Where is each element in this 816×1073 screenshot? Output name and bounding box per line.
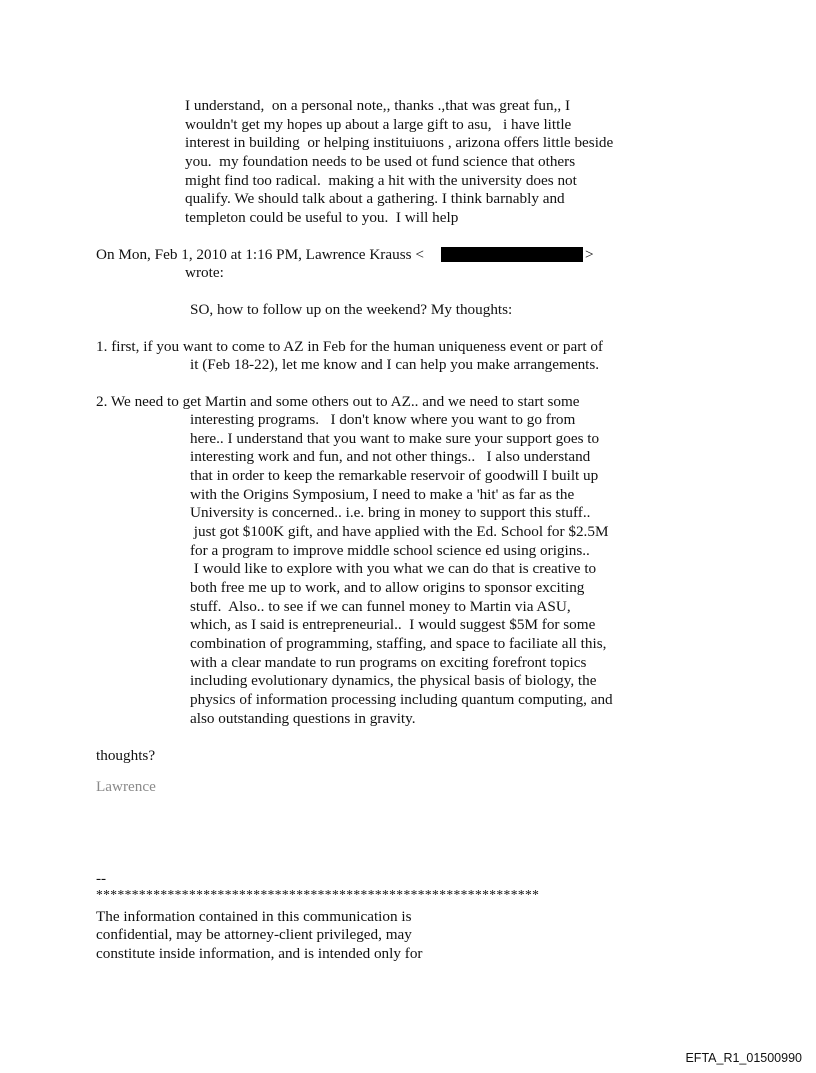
signature-name: Lawrence <box>96 778 156 795</box>
quote-header-suffix: > <box>585 246 594 263</box>
point-2-line: University is concerned.. i.e. bring in money to support this stuff.. <box>190 504 591 521</box>
point-2-line: which, as I said is entrepreneurial.. I would suggest $5M for some <box>190 616 596 633</box>
reply-line: you. my foundation needs to be used ot fund science that others <box>185 153 576 170</box>
reply-line: templeton could be useful to you. I will help <box>185 209 459 226</box>
point-2-line: I would like to explore with you what we can do that is creative to <box>190 560 597 577</box>
point-2-line: with the Origins Symposium, I need to make a 'hit' as far as the <box>190 486 575 503</box>
point-1-line: it (Feb 18-22), let me know and I can help you make arrangements. <box>190 356 600 373</box>
closing-question: thoughts? <box>96 747 156 764</box>
quoted-intro: SO, how to follow up on the weekend? My thoughts: <box>190 301 513 318</box>
disclaimer-line: constitute inside information, and is intended only for <box>96 945 423 962</box>
point-1-lead: 1. first, if you want to come to AZ in Feb for the human uniqueness event or part of <box>96 338 603 355</box>
quote-header-prefix: On Mon, Feb 1, 2010 at 1:16 PM, Lawrence Krauss < <box>96 246 424 263</box>
point-2-line: with a clear mandate to run programs on exciting forefront topics <box>190 654 587 671</box>
point-2-line: both free me up to work, and to allow origins to sponsor exciting <box>190 579 585 596</box>
reply-line: might find too radical. making a hit with the university does not <box>185 172 577 189</box>
point-2-line: physics of information processing including quantum computing, and <box>190 691 613 708</box>
point-2-line: interesting programs. I don't know where you want to go from <box>190 411 576 428</box>
reply-line: qualify. We should talk about a gathering. I think barnably and <box>185 190 565 207</box>
quote-header-wrote: wrote: <box>185 264 224 281</box>
separator-stars: ************************************************************** <box>96 887 540 902</box>
point-2-lead: 2. We need to get Martin and some others out to AZ.. and we need to start some <box>96 393 580 410</box>
reply-line: wouldn't get my hopes up about a large gift to asu, i have little <box>185 116 572 133</box>
point-2-line: just got $100K gift, and have applied with the Ed. School for $2.5M <box>190 523 609 540</box>
point-2-line: for a program to improve middle school science ed using origins.. <box>190 542 590 559</box>
point-2-line: interesting work and fun, and not other things.. I also understand <box>190 448 591 465</box>
point-2-line: stuff. Also.. to see if we can funnel money to Martin via ASU, <box>190 598 571 615</box>
document-id: EFTA_R1_01500990 <box>685 1051 802 1065</box>
reply-line: I understand, on a personal note,, thanks .,that was great fun,, I <box>185 97 571 114</box>
disclaimer-line: The information contained in this communication is <box>96 908 412 925</box>
reply-line: interest in building or helping instituiuons , arizona offers little beside <box>185 134 614 151</box>
redacted-email-block <box>441 247 583 262</box>
point-2-line: combination of programming, staffing, and space to faciliate all this, <box>190 635 607 652</box>
signature-dash: -- <box>96 870 107 887</box>
point-2-line: including evolutionary dynamics, the physical basis of biology, the <box>190 672 597 689</box>
point-2-line: that in order to keep the remarkable reservoir of goodwill I built up <box>190 467 599 484</box>
point-2-line: here.. I understand that you want to make sure your support goes to <box>190 430 600 447</box>
point-2-line: also outstanding questions in gravity. <box>190 710 416 727</box>
disclaimer-line: confidential, may be attorney-client privileged, may <box>96 926 412 943</box>
